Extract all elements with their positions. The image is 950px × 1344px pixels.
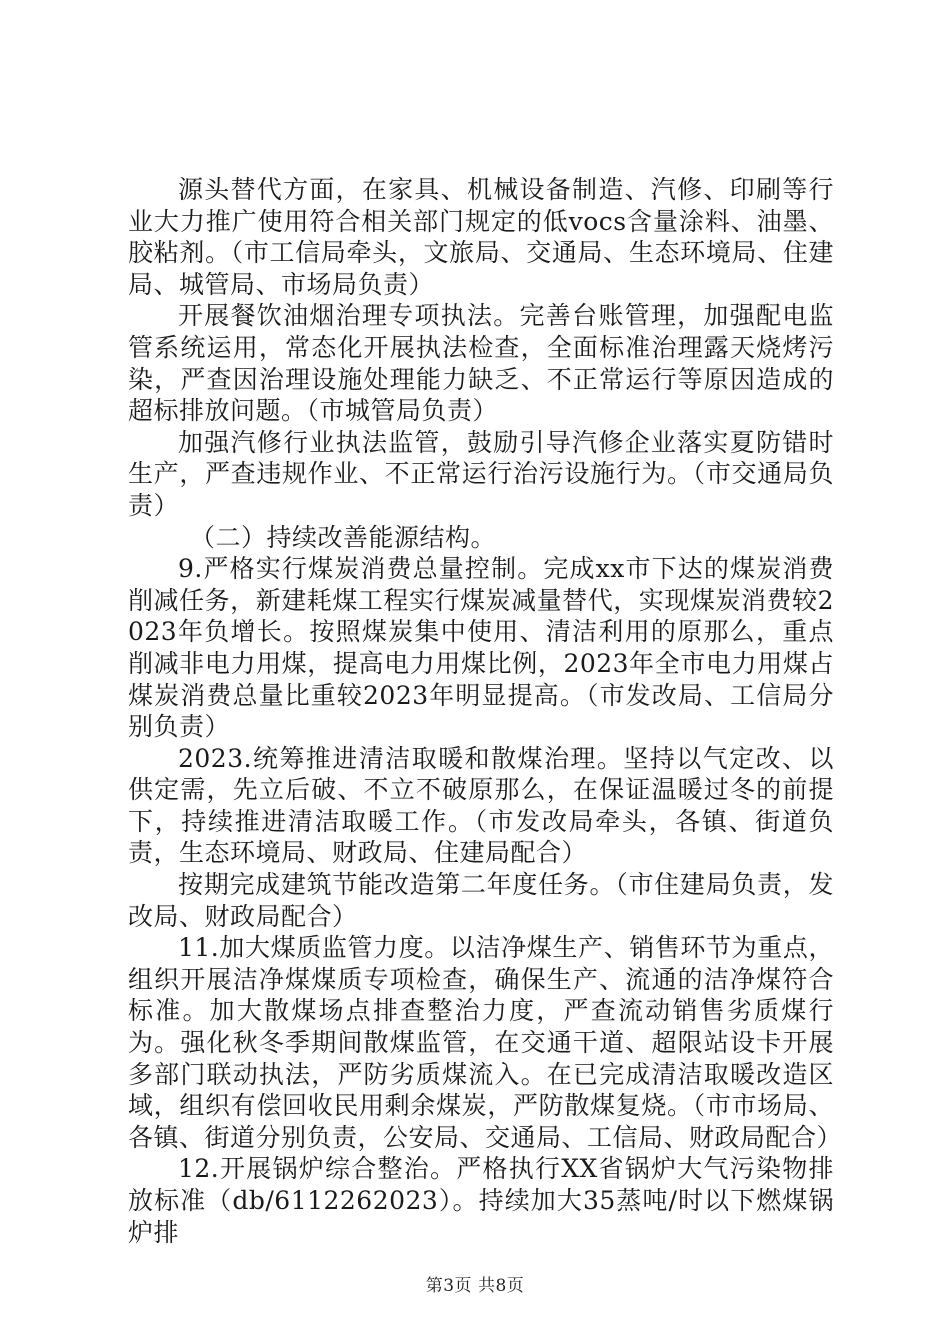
- paragraph-item-9: 9.严格实行煤炭消费总量控制。完成xx市下达的煤炭消费削减任务，新建耗煤工程实行煤炭减量替代，实现煤炭消费较2023年负增长。按照煤炭集中使用、清洁利用的原那么，重点削减非电力用煤，提高电力用煤比例，2023年全市电力用煤占煤炭消费总量比重较2023年明显提高。（市发改局、工信局分别负责）: [128, 554, 834, 742]
- paragraph-item-10: 2023.统筹推进清洁取暖和散煤治理。坚持以气定改、以供定需，先立后破、不立不破原那么，在保证温暖过冬的前提下，持续推进清洁取暖工作。（市发改局牵头，各镇、街道负责，生态环境局、财政局、住建局配合）: [128, 743, 834, 868]
- section-heading-energy-structure: （二）持续改善能源结构。: [190, 522, 497, 552]
- paragraph-building-energy: 按期完成建筑节能改造第二年度任务。（市住建局负责，发改局、财政局配合）: [128, 870, 834, 931]
- paragraph-item-11: 11.加大煤质监管力度。以洁净煤生产、销售环节为重点，组织开展洁净煤煤质专项检查，确保生产、流通的洁净煤符合标准。加大散煤场点排查整治力度，严查流动销售劣质煤行为。强化秋冬季期间散煤监管，在交通干道、超限站设卡开展多部门联动执法，严防劣质煤流入。在已完成清洁取暖改造区域，组织有偿回收民用剩余煤炭，严防散煤复烧。（市市场局、各镇、街道分别负责，公安局、交通局、工信局、财政局配合）: [128, 933, 843, 1152]
- paragraph-catering-fume: 开展餐饮油烟治理专项执法。完善台账管理，加强配电监管系统运用，常态化开展执法检查，全面标准治理露天烧烤污染，严查因治理设施处理能力缺乏、不正常运行等原因造成的超标排放问题。（市城管局负责）: [128, 301, 834, 426]
- paragraph-item-12: 12.开展锅炉综合整治。严格执行XX省锅炉大气污染物排放标准（db/6112262023）。持续加大35蒸吨/时以下燃煤锅炉排: [128, 1154, 834, 1247]
- paragraph-auto-repair: 加强汽修行业执法监管，鼓励引导汽修企业落实夏防错时生产，严查违规作业、不正常运行治污设施行为。（市交通局负责）: [128, 427, 834, 520]
- paragraph-source-substitution: 源头替代方面，在家具、机械设备制造、汽修、印刷等行业大力推广使用符合相关部门规定的低vocs含量涂料、油墨、胶粘剂。（市工信局牵头，文旅局、交通局、生态环境局、住建局、城管局、市场局负责）: [128, 175, 834, 299]
- page-number-footer: 第3页 共8页: [425, 1276, 525, 1296]
- document-body: [128, 174, 843, 1248]
